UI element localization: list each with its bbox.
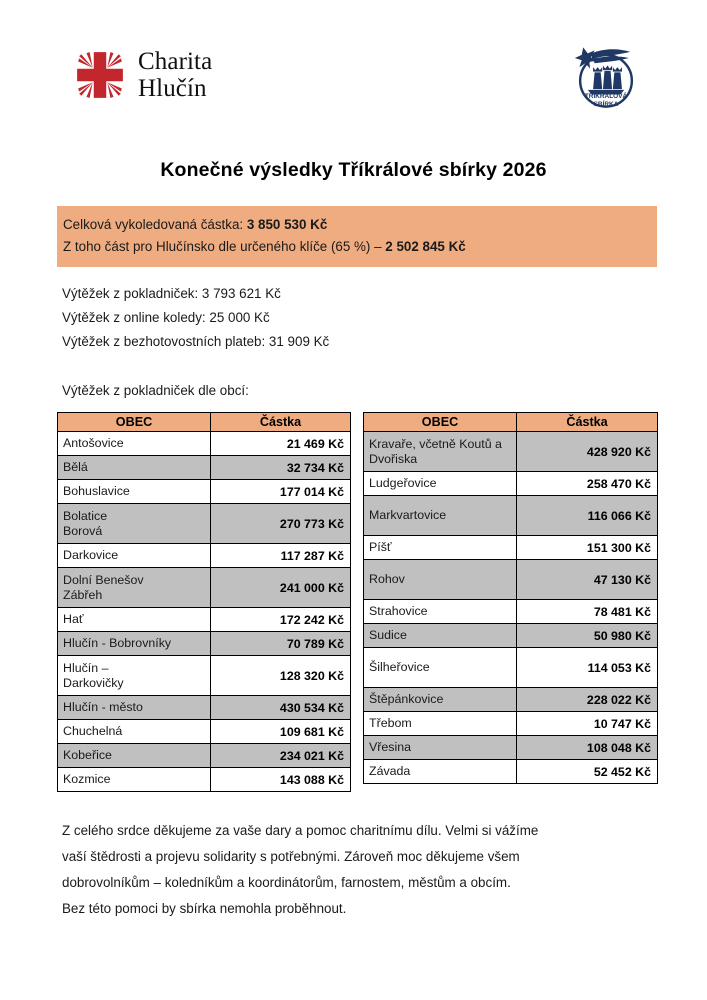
table-row bbox=[364, 648, 658, 688]
closing-line: Z celého srdce děkujeme za vaše dary a pomoc charitnímu dílu. Velmi si vážíme bbox=[62, 823, 539, 838]
table-row bbox=[58, 432, 351, 456]
cell-obec: Rohov bbox=[364, 560, 517, 600]
total-amount-line bbox=[63, 214, 651, 236]
cell-castka: 128 320 Kč bbox=[211, 656, 351, 696]
table-row bbox=[364, 496, 658, 536]
cell-obec: Hlučín – Darkovičky bbox=[58, 656, 211, 696]
cell-castka: 109 681 Kč bbox=[211, 720, 351, 744]
cell-castka: 117 287 Kč bbox=[211, 544, 351, 568]
cell-obec: Píšť bbox=[364, 536, 517, 560]
cell-obec: Kobeřice bbox=[58, 744, 211, 768]
cell-castka: 428 920 Kč bbox=[517, 432, 658, 472]
charita-cross-icon bbox=[74, 49, 126, 101]
total-amount-highlight-box bbox=[57, 206, 657, 267]
table-row bbox=[364, 736, 658, 760]
cell-obec: Kozmice bbox=[58, 768, 211, 792]
cell-obec: Hlučín - město bbox=[58, 696, 211, 720]
obce-table-right-body bbox=[364, 432, 658, 784]
cell-obec: Závada bbox=[364, 760, 517, 784]
table-row bbox=[364, 712, 658, 736]
cell-castka: 70 789 Kč bbox=[211, 632, 351, 656]
total-amount-label: Celková vykoledovaná částka: bbox=[63, 217, 247, 232]
table-row bbox=[58, 720, 351, 744]
page-title: Konečné výsledky Tříkrálové sbírky 2026 bbox=[160, 159, 547, 182]
total-amount-value: 3 850 530 Kč bbox=[246, 217, 328, 232]
obce-table-left bbox=[57, 412, 351, 792]
cell-castka: 47 130 Kč bbox=[517, 560, 658, 600]
tks-logo-line1: TŘÍKRÁLOVÁ bbox=[584, 93, 628, 101]
charita-hlucin-logo bbox=[74, 48, 212, 102]
cell-obec: Bolatice Borová bbox=[58, 504, 211, 544]
cell-castka: 52 452 Kč bbox=[517, 760, 658, 784]
cell-castka: 241 000 Kč bbox=[211, 568, 351, 608]
cell-castka: 143 088 Kč bbox=[211, 768, 351, 792]
cell-castka: 10 747 Kč bbox=[517, 712, 658, 736]
column-header-castka: Částka bbox=[517, 413, 658, 432]
cell-obec: Kravaře, včetně Koutů a Dvořiska bbox=[364, 432, 517, 472]
table-row bbox=[58, 608, 351, 632]
trikralova-sbirka-logo bbox=[568, 38, 644, 122]
table-row bbox=[364, 760, 658, 784]
amount-line-pokladnicky: Výtěžek z pokladniček: 3 793 621 Kč bbox=[62, 286, 281, 301]
hlucinsko-share-label: Z toho část pro Hlučínsko dle určeného klíče (65 %) – bbox=[63, 239, 386, 254]
cell-obec: Markvartovice bbox=[364, 496, 517, 536]
table-row bbox=[58, 768, 351, 792]
cell-obec: Darkovice bbox=[58, 544, 211, 568]
amount-line-online-koleda: Výtěžek z online koledy: 25 000 Kč bbox=[62, 310, 270, 325]
cell-castka: 114 053 Kč bbox=[517, 648, 658, 688]
cell-castka: 228 022 Kč bbox=[517, 688, 658, 712]
cell-obec: Bohuslavice bbox=[58, 480, 211, 504]
header-logo-row bbox=[0, 38, 707, 138]
table-row bbox=[364, 472, 658, 496]
cell-castka: 116 066 Kč bbox=[517, 496, 658, 536]
table-row bbox=[58, 696, 351, 720]
cell-castka: 21 469 Kč bbox=[211, 432, 351, 456]
hlucinsko-share-value: 2 502 845 Kč bbox=[385, 239, 466, 254]
cell-obec: Hať bbox=[58, 608, 211, 632]
table-row bbox=[58, 480, 351, 504]
table-row bbox=[364, 536, 658, 560]
obce-table-left-body bbox=[58, 432, 351, 792]
cell-obec: Ludgeřovice bbox=[364, 472, 517, 496]
charita-logo-wordmark bbox=[138, 48, 212, 102]
table-header-row bbox=[58, 413, 351, 432]
cell-obec: Štěpánkovice bbox=[364, 688, 517, 712]
table-row bbox=[58, 544, 351, 568]
column-header-obec: OBEC bbox=[364, 413, 517, 432]
table-row bbox=[58, 632, 351, 656]
cell-obec: Vřesina bbox=[364, 736, 517, 760]
closing-line: vaší štědrosti a projevu solidarity s potřebnými. Zároveň moc děkujeme všem bbox=[62, 849, 520, 864]
table-row bbox=[364, 560, 658, 600]
cell-castka: 270 773 Kč bbox=[211, 504, 351, 544]
hlucinsko-share-line bbox=[63, 236, 651, 258]
cell-castka: 430 534 Kč bbox=[211, 696, 351, 720]
amount-breakdown-list bbox=[62, 282, 642, 354]
cell-obec: Hlučín - Bobrovníky bbox=[58, 632, 211, 656]
closing-line: dobrovolníkům – koledníkům a koordinátorům, farnostem, městům a obcím. bbox=[62, 875, 511, 890]
table-row bbox=[364, 600, 658, 624]
closing-paragraph bbox=[62, 818, 652, 922]
cell-castka: 78 481 Kč bbox=[517, 600, 658, 624]
table-row bbox=[364, 432, 658, 472]
column-header-castka: Částka bbox=[211, 413, 351, 432]
table-header-row bbox=[364, 413, 658, 432]
amount-line-bezhotovostni: Výtěžek z bezhotovostních plateb: 31 909 Kč bbox=[62, 334, 330, 349]
cell-obec: Antošovice bbox=[58, 432, 211, 456]
table-row bbox=[58, 744, 351, 768]
cell-obec: Chuchelná bbox=[58, 720, 211, 744]
table-row bbox=[58, 504, 351, 544]
table-row bbox=[364, 688, 658, 712]
cell-obec: Šilheřovice bbox=[364, 648, 517, 688]
cell-castka: 108 048 Kč bbox=[517, 736, 658, 760]
cell-castka: 151 300 Kč bbox=[517, 536, 658, 560]
cell-obec: Bělá bbox=[58, 456, 211, 480]
table-row bbox=[58, 456, 351, 480]
cell-castka: 234 021 Kč bbox=[211, 744, 351, 768]
closing-line: Bez této pomoci by sbírka nemohla proběhnout. bbox=[62, 901, 347, 916]
charita-logo-line1: Charita bbox=[138, 48, 213, 75]
charita-logo-line2: Hlučín bbox=[138, 75, 207, 102]
tables-caption: Výtěžek z pokladniček dle obcí: bbox=[62, 383, 249, 398]
cell-castka: 172 242 Kč bbox=[211, 608, 351, 632]
cell-castka: 177 014 Kč bbox=[211, 480, 351, 504]
cell-obec: Strahovice bbox=[364, 600, 517, 624]
cell-obec: Třebom bbox=[364, 712, 517, 736]
column-header-obec: OBEC bbox=[58, 413, 211, 432]
cell-obec: Sudice bbox=[364, 624, 517, 648]
table-row bbox=[58, 656, 351, 696]
cell-castka: 258 470 Kč bbox=[517, 472, 658, 496]
table-row bbox=[364, 624, 658, 648]
table-row bbox=[58, 568, 351, 608]
obce-table-right bbox=[363, 412, 658, 784]
cell-castka: 32 734 Kč bbox=[211, 456, 351, 480]
cell-castka: 50 980 Kč bbox=[517, 624, 658, 648]
tks-logo-line2: SBÍRKA bbox=[593, 100, 619, 108]
cell-obec: Dolní Benešov Zábřeh bbox=[58, 568, 211, 608]
